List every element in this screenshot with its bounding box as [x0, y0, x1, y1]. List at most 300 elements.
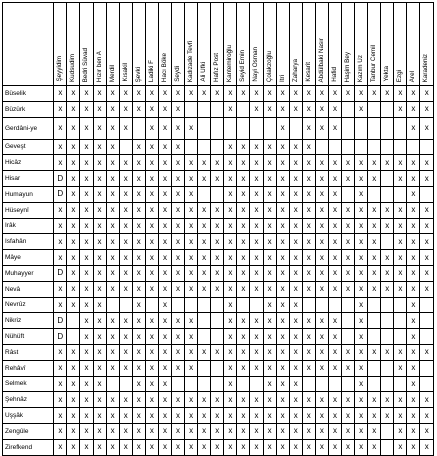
mark-cell: x [355, 234, 368, 250]
mark-cell: x [67, 250, 80, 266]
mark-cell: x [276, 155, 289, 171]
mark-cell: x [54, 202, 67, 218]
mark-cell: x [315, 155, 328, 171]
makam-name-cell: Râst [3, 344, 54, 360]
mark-cell: x [158, 101, 171, 117]
composer-name: Kısakil [121, 63, 129, 82]
composer-name: Ezgi [396, 69, 404, 82]
mark-cell: x [328, 171, 341, 187]
mark-cell: x [315, 408, 328, 424]
composer-name: Seydi [173, 66, 181, 82]
mark-cell: x [394, 360, 407, 376]
mark-cell: x [132, 281, 145, 297]
mark-cell: x [93, 155, 106, 171]
mark-cell: x [315, 86, 328, 102]
composer-header-cell [289, 3, 302, 86]
mark-cell [368, 313, 381, 329]
mark-cell: x [93, 139, 106, 155]
mark-cell: x [119, 101, 132, 117]
mark-cell: x [67, 281, 80, 297]
makam-name-cell: Irâk [3, 218, 54, 234]
mark-cell [328, 297, 341, 313]
mark-cell: x [145, 423, 158, 439]
mark-cell: x [302, 329, 315, 345]
mark-cell: x [289, 202, 302, 218]
mark-cell: x [302, 423, 315, 439]
mark-cell [394, 376, 407, 392]
mark-cell: x [93, 376, 106, 392]
table-row [3, 234, 434, 250]
mark-cell: x [211, 171, 224, 187]
mark-cell: x [93, 329, 106, 345]
mark-cell: x [119, 234, 132, 250]
mark-cell: x [394, 202, 407, 218]
mark-cell: x [342, 439, 355, 455]
mark-cell: x [407, 186, 420, 202]
mark-cell: x [80, 155, 93, 171]
mark-cell: x [185, 186, 198, 202]
mark-cell: x [342, 171, 355, 187]
mark-cell: x [67, 171, 80, 187]
mark-cell: x [289, 376, 302, 392]
mark-cell: x [224, 313, 237, 329]
mark-cell: x [302, 313, 315, 329]
mark-cell: x [106, 186, 119, 202]
mark-cell [198, 360, 211, 376]
mark-cell: x [211, 392, 224, 408]
mark-cell: x [342, 360, 355, 376]
mark-cell: x [211, 155, 224, 171]
composer-header-cell [355, 3, 368, 86]
mark-cell: x [263, 265, 276, 281]
mark-cell: x [93, 234, 106, 250]
mark-cell: x [420, 281, 434, 297]
mark-cell: x [315, 423, 328, 439]
mark-cell: x [106, 439, 119, 455]
composer-header-cell [80, 3, 93, 86]
mark-cell: x [407, 101, 420, 117]
mark-cell: x [315, 117, 328, 139]
mark-cell: x [381, 344, 394, 360]
mark-cell [381, 186, 394, 202]
composer-header-cell [171, 3, 184, 86]
mark-cell: x [80, 101, 93, 117]
makam-name-cell: Büselik [3, 86, 54, 102]
composer-name: Kudsudim [69, 53, 77, 82]
table-row [3, 171, 434, 187]
mark-cell: x [171, 313, 184, 329]
mark-cell: x [106, 392, 119, 408]
mark-cell: x [407, 265, 420, 281]
mark-cell: x [158, 313, 171, 329]
mark-cell: x [132, 344, 145, 360]
mark-cell [368, 360, 381, 376]
mark-cell: x [185, 117, 198, 139]
mark-cell: x [106, 423, 119, 439]
composer-name: Şevki [134, 66, 142, 82]
mark-cell: x [158, 265, 171, 281]
table-row [3, 313, 434, 329]
mark-cell: x [54, 423, 67, 439]
mark-cell: x [237, 155, 250, 171]
mark-cell: x [224, 139, 237, 155]
composer-name: Kazım Uz [357, 54, 365, 82]
mark-cell [355, 117, 368, 139]
mark-cell: x [302, 360, 315, 376]
mark-cell: x [315, 234, 328, 250]
mark-cell: x [328, 202, 341, 218]
mark-cell: x [342, 202, 355, 218]
mark-cell: x [119, 186, 132, 202]
mark-cell: x [119, 408, 132, 424]
composer-name: Hafid [330, 67, 338, 82]
mark-cell: x [250, 265, 263, 281]
mark-cell: x [237, 171, 250, 187]
mark-cell: x [368, 392, 381, 408]
mark-cell: x [119, 423, 132, 439]
composer-name: Ladiki F [147, 59, 155, 82]
composer-header-cell [224, 3, 237, 86]
mark-cell: x [302, 171, 315, 187]
makam-name-cell: Büzürk [3, 101, 54, 117]
mark-cell: x [407, 117, 420, 139]
mark-cell [420, 186, 434, 202]
mark-cell: x [119, 329, 132, 345]
makam-name-cell: Hicâz [3, 155, 54, 171]
mark-cell: D [54, 186, 67, 202]
mark-cell: x [342, 392, 355, 408]
mark-cell [237, 297, 250, 313]
composer-header-cell [420, 3, 434, 86]
mark-cell: x [289, 313, 302, 329]
mark-cell: x [381, 408, 394, 424]
mark-cell: x [355, 376, 368, 392]
composer-name: Kesarit [304, 62, 312, 82]
mark-cell: x [93, 439, 106, 455]
mark-cell [67, 329, 80, 345]
mark-cell: x [407, 313, 420, 329]
mark-cell: x [106, 344, 119, 360]
mark-cell: x [171, 344, 184, 360]
mark-cell: x [171, 117, 184, 139]
mark-cell: x [250, 155, 263, 171]
mark-cell: x [237, 202, 250, 218]
mark-cell: x [420, 101, 434, 117]
mark-cell: x [328, 265, 341, 281]
mark-cell [381, 101, 394, 117]
composer-header-cell [328, 3, 341, 86]
mark-cell: x [171, 392, 184, 408]
mark-cell: x [355, 408, 368, 424]
mark-cell: x [54, 250, 67, 266]
mark-cell: x [171, 155, 184, 171]
mark-cell: x [289, 139, 302, 155]
mark-cell [119, 297, 132, 313]
mark-cell: x [315, 218, 328, 234]
mark-cell: x [355, 155, 368, 171]
mark-cell: x [132, 186, 145, 202]
mark-cell: x [158, 392, 171, 408]
mark-cell [224, 117, 237, 139]
mark-cell: x [394, 250, 407, 266]
mark-cell: x [67, 376, 80, 392]
makam-name-cell: Şehnâz [3, 392, 54, 408]
mark-cell: x [106, 218, 119, 234]
mark-cell: x [119, 171, 132, 187]
composer-name: Tanbur Cemil [370, 44, 378, 82]
composer-header-cell [158, 3, 171, 86]
mark-cell: x [263, 360, 276, 376]
mark-cell [211, 360, 224, 376]
mark-cell: x [119, 202, 132, 218]
mark-cell: D [54, 265, 67, 281]
mark-cell: x [224, 186, 237, 202]
composer-name: Karadeniz [422, 53, 430, 82]
mark-cell: x [407, 360, 420, 376]
mark-cell: x [237, 139, 250, 155]
mark-cell: x [119, 344, 132, 360]
mark-cell: D [54, 171, 67, 187]
mark-cell: x [250, 281, 263, 297]
mark-cell: x [119, 86, 132, 102]
mark-cell [342, 297, 355, 313]
mark-cell: x [394, 408, 407, 424]
mark-cell: x [315, 329, 328, 345]
mark-cell: x [106, 313, 119, 329]
mark-cell: x [198, 218, 211, 234]
mark-cell: x [145, 360, 158, 376]
mark-cell: x [145, 439, 158, 455]
makam-name-cell: Hisar [3, 171, 54, 187]
mark-cell: x [237, 218, 250, 234]
mark-cell: x [302, 392, 315, 408]
mark-cell [185, 297, 198, 313]
mark-cell: x [54, 234, 67, 250]
table-row [3, 265, 434, 281]
mark-cell: x [171, 408, 184, 424]
composer-header-cell [368, 3, 381, 86]
mark-cell: x [315, 360, 328, 376]
mark-cell: x [132, 101, 145, 117]
composer-header-cell [211, 3, 224, 86]
mark-cell: x [342, 155, 355, 171]
mark-cell: x [263, 439, 276, 455]
mark-cell [420, 139, 434, 155]
mark-cell: x [250, 171, 263, 187]
mark-cell: x [171, 218, 184, 234]
mark-cell: x [276, 218, 289, 234]
composer-header-cell [263, 3, 276, 86]
mark-cell: x [289, 265, 302, 281]
mark-cell: x [394, 86, 407, 102]
table-row [3, 101, 434, 117]
mark-cell: x [237, 439, 250, 455]
mark-cell: x [394, 392, 407, 408]
mark-cell: x [93, 186, 106, 202]
mark-cell: x [224, 171, 237, 187]
mark-cell: x [263, 186, 276, 202]
mark-cell: x [145, 265, 158, 281]
mark-cell: x [250, 329, 263, 345]
mark-cell: x [67, 139, 80, 155]
mark-cell: x [80, 265, 93, 281]
mark-cell: x [276, 376, 289, 392]
mark-cell: x [407, 250, 420, 266]
mark-cell: x [93, 281, 106, 297]
mark-cell: x [420, 218, 434, 234]
mark-cell: x [171, 250, 184, 266]
mark-cell: x [381, 250, 394, 266]
mark-cell: x [132, 423, 145, 439]
mark-cell: x [198, 202, 211, 218]
mark-cell: x [198, 171, 211, 187]
mark-cell: x [158, 423, 171, 439]
mark-cell: x [158, 139, 171, 155]
table-row [3, 344, 434, 360]
mark-cell: x [289, 234, 302, 250]
table-row [3, 376, 434, 392]
mark-cell [394, 297, 407, 313]
table-row [3, 218, 434, 234]
mark-cell: x [211, 86, 224, 102]
mark-cell: x [119, 250, 132, 266]
mark-cell [237, 376, 250, 392]
mark-cell: x [263, 392, 276, 408]
mark-cell: x [289, 423, 302, 439]
mark-cell [67, 313, 80, 329]
mark-cell: x [132, 265, 145, 281]
mark-cell: x [315, 265, 328, 281]
mark-cell: x [145, 117, 158, 139]
mark-cell: x [394, 344, 407, 360]
makam-name-cell: Nikriz [3, 313, 54, 329]
mark-cell [381, 360, 394, 376]
mark-cell: x [237, 250, 250, 266]
mark-cell: x [276, 281, 289, 297]
composer-name: Hızır ben A [95, 50, 103, 82]
mark-cell: x [93, 117, 106, 139]
mark-cell: x [342, 218, 355, 234]
mark-cell: x [355, 281, 368, 297]
mark-cell: x [263, 202, 276, 218]
mark-cell [237, 101, 250, 117]
mark-cell [368, 101, 381, 117]
mark-cell [198, 313, 211, 329]
mark-cell: x [132, 408, 145, 424]
mark-cell: x [250, 423, 263, 439]
table-body [3, 86, 434, 456]
mark-cell [198, 117, 211, 139]
mark-cell: x [145, 250, 158, 266]
mark-cell: x [132, 155, 145, 171]
mark-cell [119, 139, 132, 155]
mark-cell: x [158, 155, 171, 171]
mark-cell: x [407, 86, 420, 102]
mark-cell [198, 376, 211, 392]
mark-cell: x [67, 86, 80, 102]
table-row [3, 186, 434, 202]
table-row [3, 423, 434, 439]
mark-cell: x [420, 250, 434, 266]
mark-cell: x [263, 344, 276, 360]
composer-name: Hacı Böke [160, 52, 168, 82]
table-row [3, 439, 434, 455]
mark-cell: x [171, 281, 184, 297]
mark-cell: x [342, 344, 355, 360]
mark-cell: x [158, 86, 171, 102]
mark-cell: x [93, 344, 106, 360]
mark-cell: x [328, 281, 341, 297]
mark-cell: x [355, 329, 368, 345]
makam-name-cell: Zengûle [3, 423, 54, 439]
mark-cell: x [119, 281, 132, 297]
mark-cell: x [145, 218, 158, 234]
mark-cell: x [185, 265, 198, 281]
composer-header-cell [407, 3, 420, 86]
mark-cell: x [381, 392, 394, 408]
mark-cell: x [368, 155, 381, 171]
mark-cell: x [381, 265, 394, 281]
mark-cell: x [355, 360, 368, 376]
mark-cell: x [119, 155, 132, 171]
mark-cell: x [145, 392, 158, 408]
mark-cell: x [276, 265, 289, 281]
mark-cell: x [328, 408, 341, 424]
mark-cell: x [276, 313, 289, 329]
mark-cell: x [198, 344, 211, 360]
mark-cell: x [145, 101, 158, 117]
mark-cell: x [368, 439, 381, 455]
table-row [3, 202, 434, 218]
mark-cell [381, 171, 394, 187]
mark-cell: x [276, 117, 289, 139]
mark-cell: x [171, 360, 184, 376]
mark-cell: x [368, 423, 381, 439]
mark-cell: x [80, 86, 93, 102]
mark-cell: x [237, 234, 250, 250]
mark-cell: x [420, 155, 434, 171]
mark-cell: x [67, 186, 80, 202]
mark-cell [420, 313, 434, 329]
mark-cell: x [224, 250, 237, 266]
mark-cell [211, 376, 224, 392]
mark-cell: x [132, 439, 145, 455]
mark-cell: x [420, 202, 434, 218]
mark-cell: x [224, 202, 237, 218]
mark-cell: x [211, 250, 224, 266]
mark-cell: x [132, 234, 145, 250]
mark-cell: x [198, 155, 211, 171]
mark-cell: x [106, 329, 119, 345]
mark-cell: x [263, 101, 276, 117]
mark-cell: x [355, 86, 368, 102]
mark-cell: x [328, 101, 341, 117]
mark-cell: x [224, 86, 237, 102]
mark-cell: x [250, 439, 263, 455]
mark-cell [250, 117, 263, 139]
mark-cell: x [93, 408, 106, 424]
mark-cell: x [119, 265, 132, 281]
mark-cell [119, 376, 132, 392]
composer-header-cell [54, 3, 67, 86]
mark-cell: x [145, 329, 158, 345]
mark-cell: x [250, 313, 263, 329]
mark-cell [368, 117, 381, 139]
mark-cell: x [145, 186, 158, 202]
mark-cell: x [67, 155, 80, 171]
mark-cell: x [394, 439, 407, 455]
mark-cell: x [355, 297, 368, 313]
